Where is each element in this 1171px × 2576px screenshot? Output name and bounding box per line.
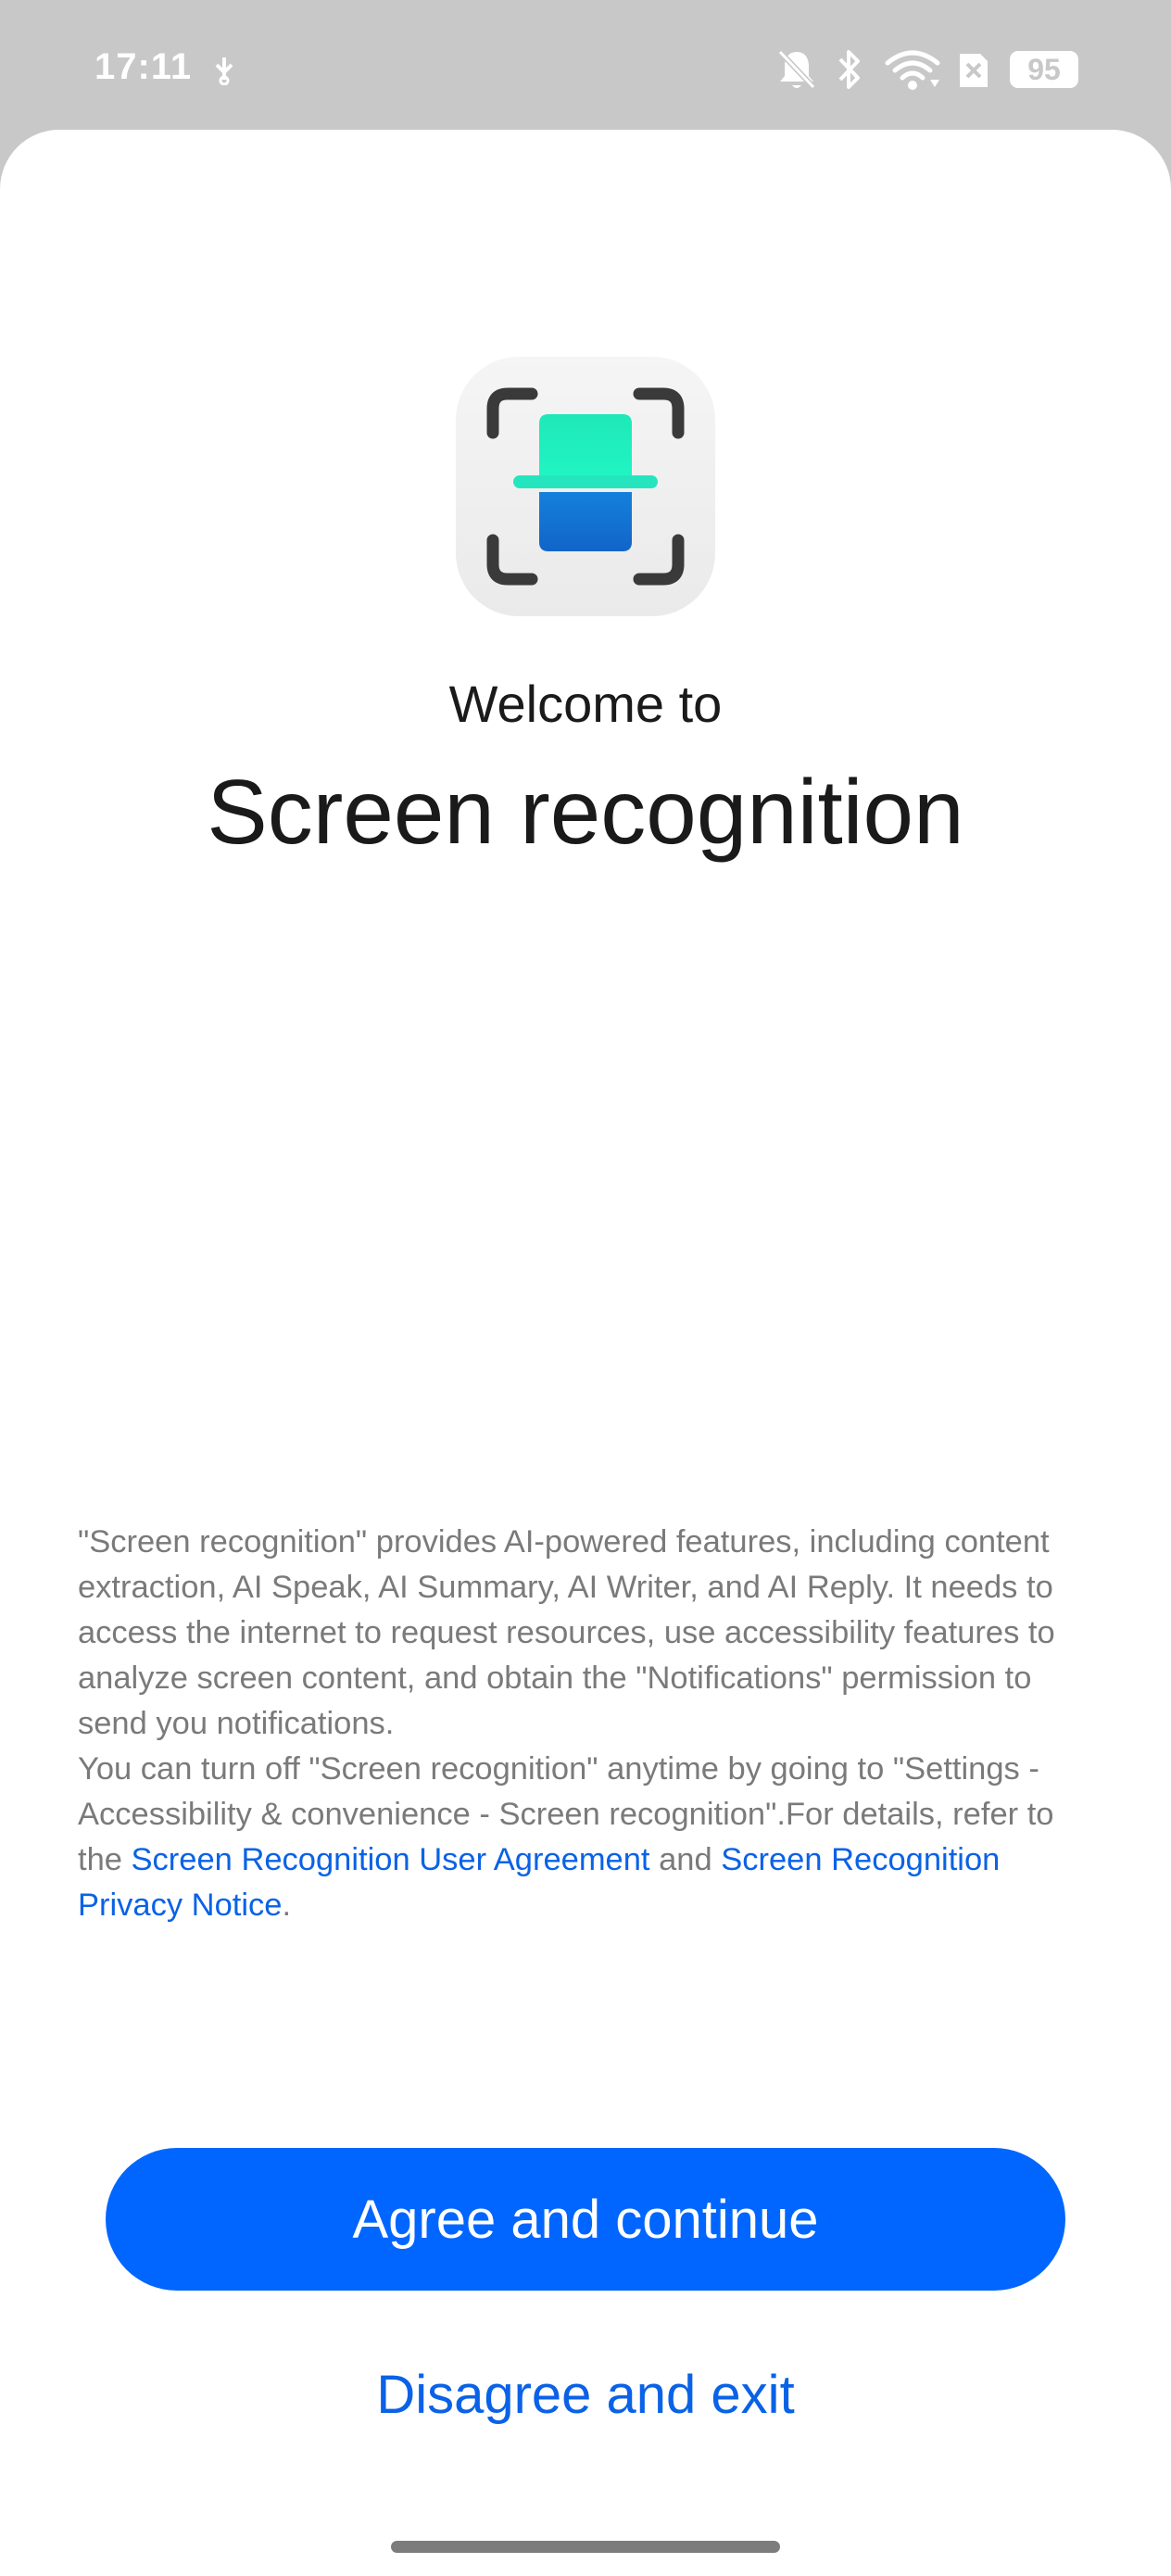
user-agreement-link[interactable]: Screen Recognition User Agreement: [131, 1842, 650, 1877]
no-sim-icon: [956, 50, 991, 91]
disagree-and-exit-button[interactable]: Disagree and exit: [376, 2365, 795, 2425]
privacy-notice-link[interactable]: Screen Recognition Privacy Notice: [78, 1842, 1001, 1923]
home-indicator[interactable]: [391, 2541, 780, 2553]
welcome-text: Welcome to: [448, 675, 723, 733]
bluetooth-icon: [836, 48, 863, 91]
status-time: 17:11: [94, 46, 193, 87]
scan-frame-icon: [456, 357, 715, 616]
description-paragraph-1: "Screen recognition" provides AI-powered features, including content extraction, AI Speak, AI Summary, AI Writer, and AI Reply. It needs to access the internet to request resources, use accessibility features to analyze screen content, and obtain the "Notifications" permission to send you notifications.: [78, 1524, 1055, 1741]
conjunction-text: and: [649, 1842, 722, 1877]
status-bar: [0, 0, 1171, 130]
page-title: Screen recognition: [207, 761, 964, 863]
wifi-icon: [884, 48, 941, 91]
description-paragraph-2: [78, 1747, 1097, 1928]
agree-and-continue-button[interactable]: Agree and continue: [106, 2148, 1065, 2291]
usb-debug-icon: [211, 56, 237, 85]
battery-icon: 95: [1010, 51, 1078, 88]
bell-off-icon: [776, 48, 817, 91]
description-paragraph-2-text: You can turn off "Screen recognition" anytime by going to "Settings - Accessibility & convenience - Screen recognition".For details, refer to the: [78, 1751, 1054, 1877]
period-text: .: [282, 1888, 292, 1923]
screen-recognition-app-icon: [456, 357, 715, 616]
consent-description: [78, 1520, 1097, 1928]
